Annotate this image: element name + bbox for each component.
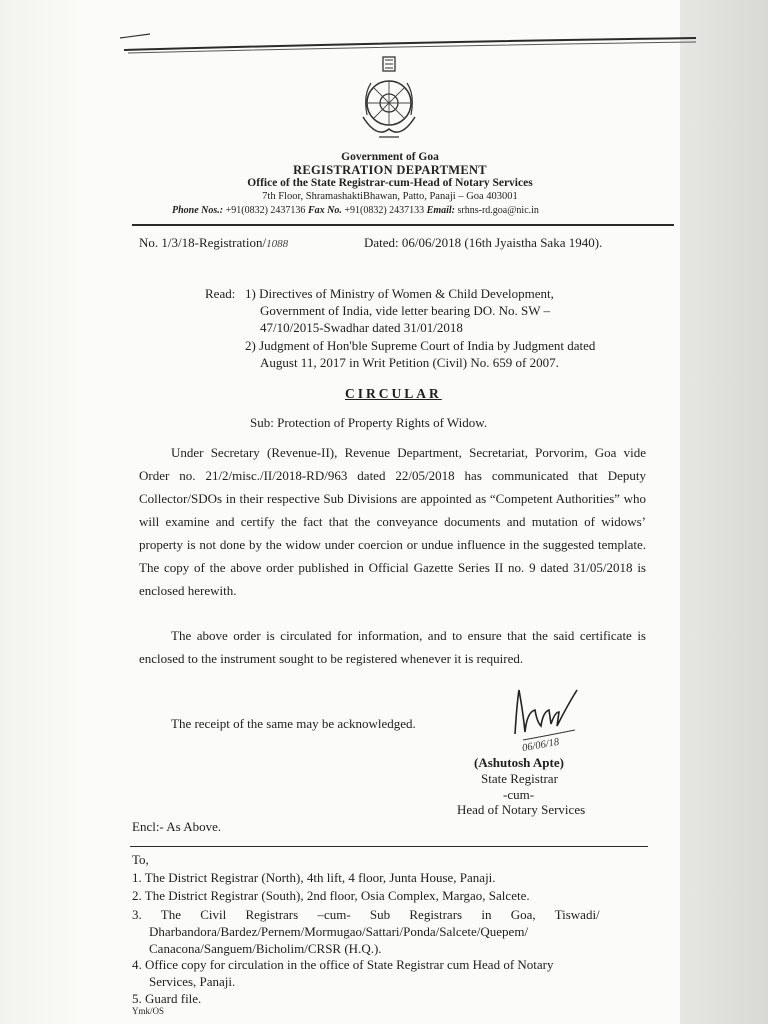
initials-note: Ymk/OS	[132, 1006, 165, 1016]
letterhead-contact	[172, 205, 539, 216]
signatory-title-2: -cum-	[503, 787, 535, 802]
recipient-item-3-line-1: 3. The Civil Registrars –cum- Sub Registrars in Goa, Tiswadi/	[132, 907, 600, 922]
fax-label: Fax No.	[307, 205, 342, 216]
circular-title: CIRCULAR	[345, 386, 442, 401]
signatory-title-1: State Registrar	[481, 771, 558, 786]
signature-date: 06/06/18	[521, 736, 561, 755]
read-label: Read:	[205, 286, 236, 301]
read-item-1-line-2: Government of India, vide letter bearing DO. No. SW –	[260, 303, 551, 318]
email-address: srhns-rd.goa@nic.in	[457, 205, 539, 216]
body-paragraph-1-text: Under Secretary (Revenue-II), Revenue Department, Secretariat, Porvorim, Goa vide Order no. 21/2/misc./II/2018-RD/963 dated 22/05/2018 has communicated that Deputy Collector/SDOs in their respective Sub Divisions are appointed as “Competent Authorities” who will examine and certify the fact that the conveyance documents and mutation of widows’ property is not done by the widow under coercion or undue influence in the suggested template. The copy of the above order published in Official Gazette Series II no. 9 dated 31/05/2018 is enclosed herewith.	[139, 445, 646, 598]
read-item-1-line-1: 1) Directives of Ministry of Women & Child Development,	[245, 286, 554, 301]
body-paragraph-1	[139, 441, 646, 602]
recipient-item-4-line-1: 4. Office copy for circulation in the office of State Registrar cum Head of Notary	[132, 957, 554, 972]
body-paragraph-2-text: The above order is circulated for information, and to ensure that the said certificate is enclosed to the instrument sought to be registered whenever it is required.	[139, 628, 646, 666]
signatory-name: (Ashutosh Apte)	[474, 755, 564, 770]
letterhead-address: 7th Floor, ShramashaktiBhawan, Patto, Panaji – Goa 403001	[262, 191, 518, 202]
recipients-to-label: To,	[132, 852, 149, 867]
recipients-divider	[130, 846, 648, 847]
read-item-2-line-1: 2) Judgment of Hon'ble Supreme Court of India by Judgment dated	[245, 338, 596, 353]
phone-number: +91(0832) 2437136	[225, 205, 306, 216]
recipient-item-1: 1. The District Registrar (North), 4th lift, 4 floor, Junta House, Panaji.	[132, 870, 496, 885]
subject-line: Sub: Protection of Property Rights of Widow.	[250, 415, 488, 430]
recipient-item-4-line-2: Services, Panaji.	[149, 974, 236, 989]
letterhead-divider	[132, 224, 674, 226]
top-pen-stroke	[110, 28, 710, 58]
letterhead-department: REGISTRATION DEPARTMENT	[293, 163, 487, 177]
enclosure-note: Encl:- As Above.	[132, 819, 222, 834]
reference-number-prefix: No. 1/3/18-Registration/	[139, 235, 267, 250]
signatory-title-3: Head of Notary Services	[457, 802, 586, 817]
fax-number: +91(0832) 2437133	[344, 205, 425, 216]
recipient-item-5: 5. Guard file.	[132, 991, 202, 1006]
reference-number-handwritten: 1088	[266, 238, 289, 250]
email-label: Email:	[426, 205, 455, 216]
scan-left-margin	[0, 0, 80, 1024]
body-paragraph-2	[139, 624, 646, 670]
recipient-item-3-line-3: Canacona/Sanguem/Bicholim/CRSR (H.Q.).	[149, 941, 382, 956]
letterhead-government: Government of Goa	[341, 151, 439, 163]
recipient-item-2: 2. The District Registrar (South), 2nd floor, Osia Complex, Margao, Salcete.	[132, 888, 530, 903]
read-item-1-line-3: 47/10/2015-Swadhar dated 31/01/2018	[260, 320, 463, 335]
phone-label: Phone Nos.:	[172, 205, 224, 216]
reference-number	[139, 235, 288, 251]
recipient-item-3-line-2: Dharbandora/Bardez/Pernem/Mormugao/Sattari/Ponda/Salcete/Quepem/	[149, 924, 529, 939]
goa-emblem-icon	[357, 55, 421, 145]
reference-date: Dated: 06/06/2018 (16th Jyaistha Saka 1940).	[364, 235, 603, 250]
scan-right-margin	[680, 0, 768, 1024]
letterhead-office: Office of the State Registrar-cum-Head of Notary Services	[247, 177, 533, 189]
body-paragraph-3: The receipt of the same may be acknowledged.	[171, 716, 416, 731]
read-item-2-line-2: August 11, 2017 in Writ Petition (Civil) No. 659 of 2007.	[260, 355, 559, 370]
